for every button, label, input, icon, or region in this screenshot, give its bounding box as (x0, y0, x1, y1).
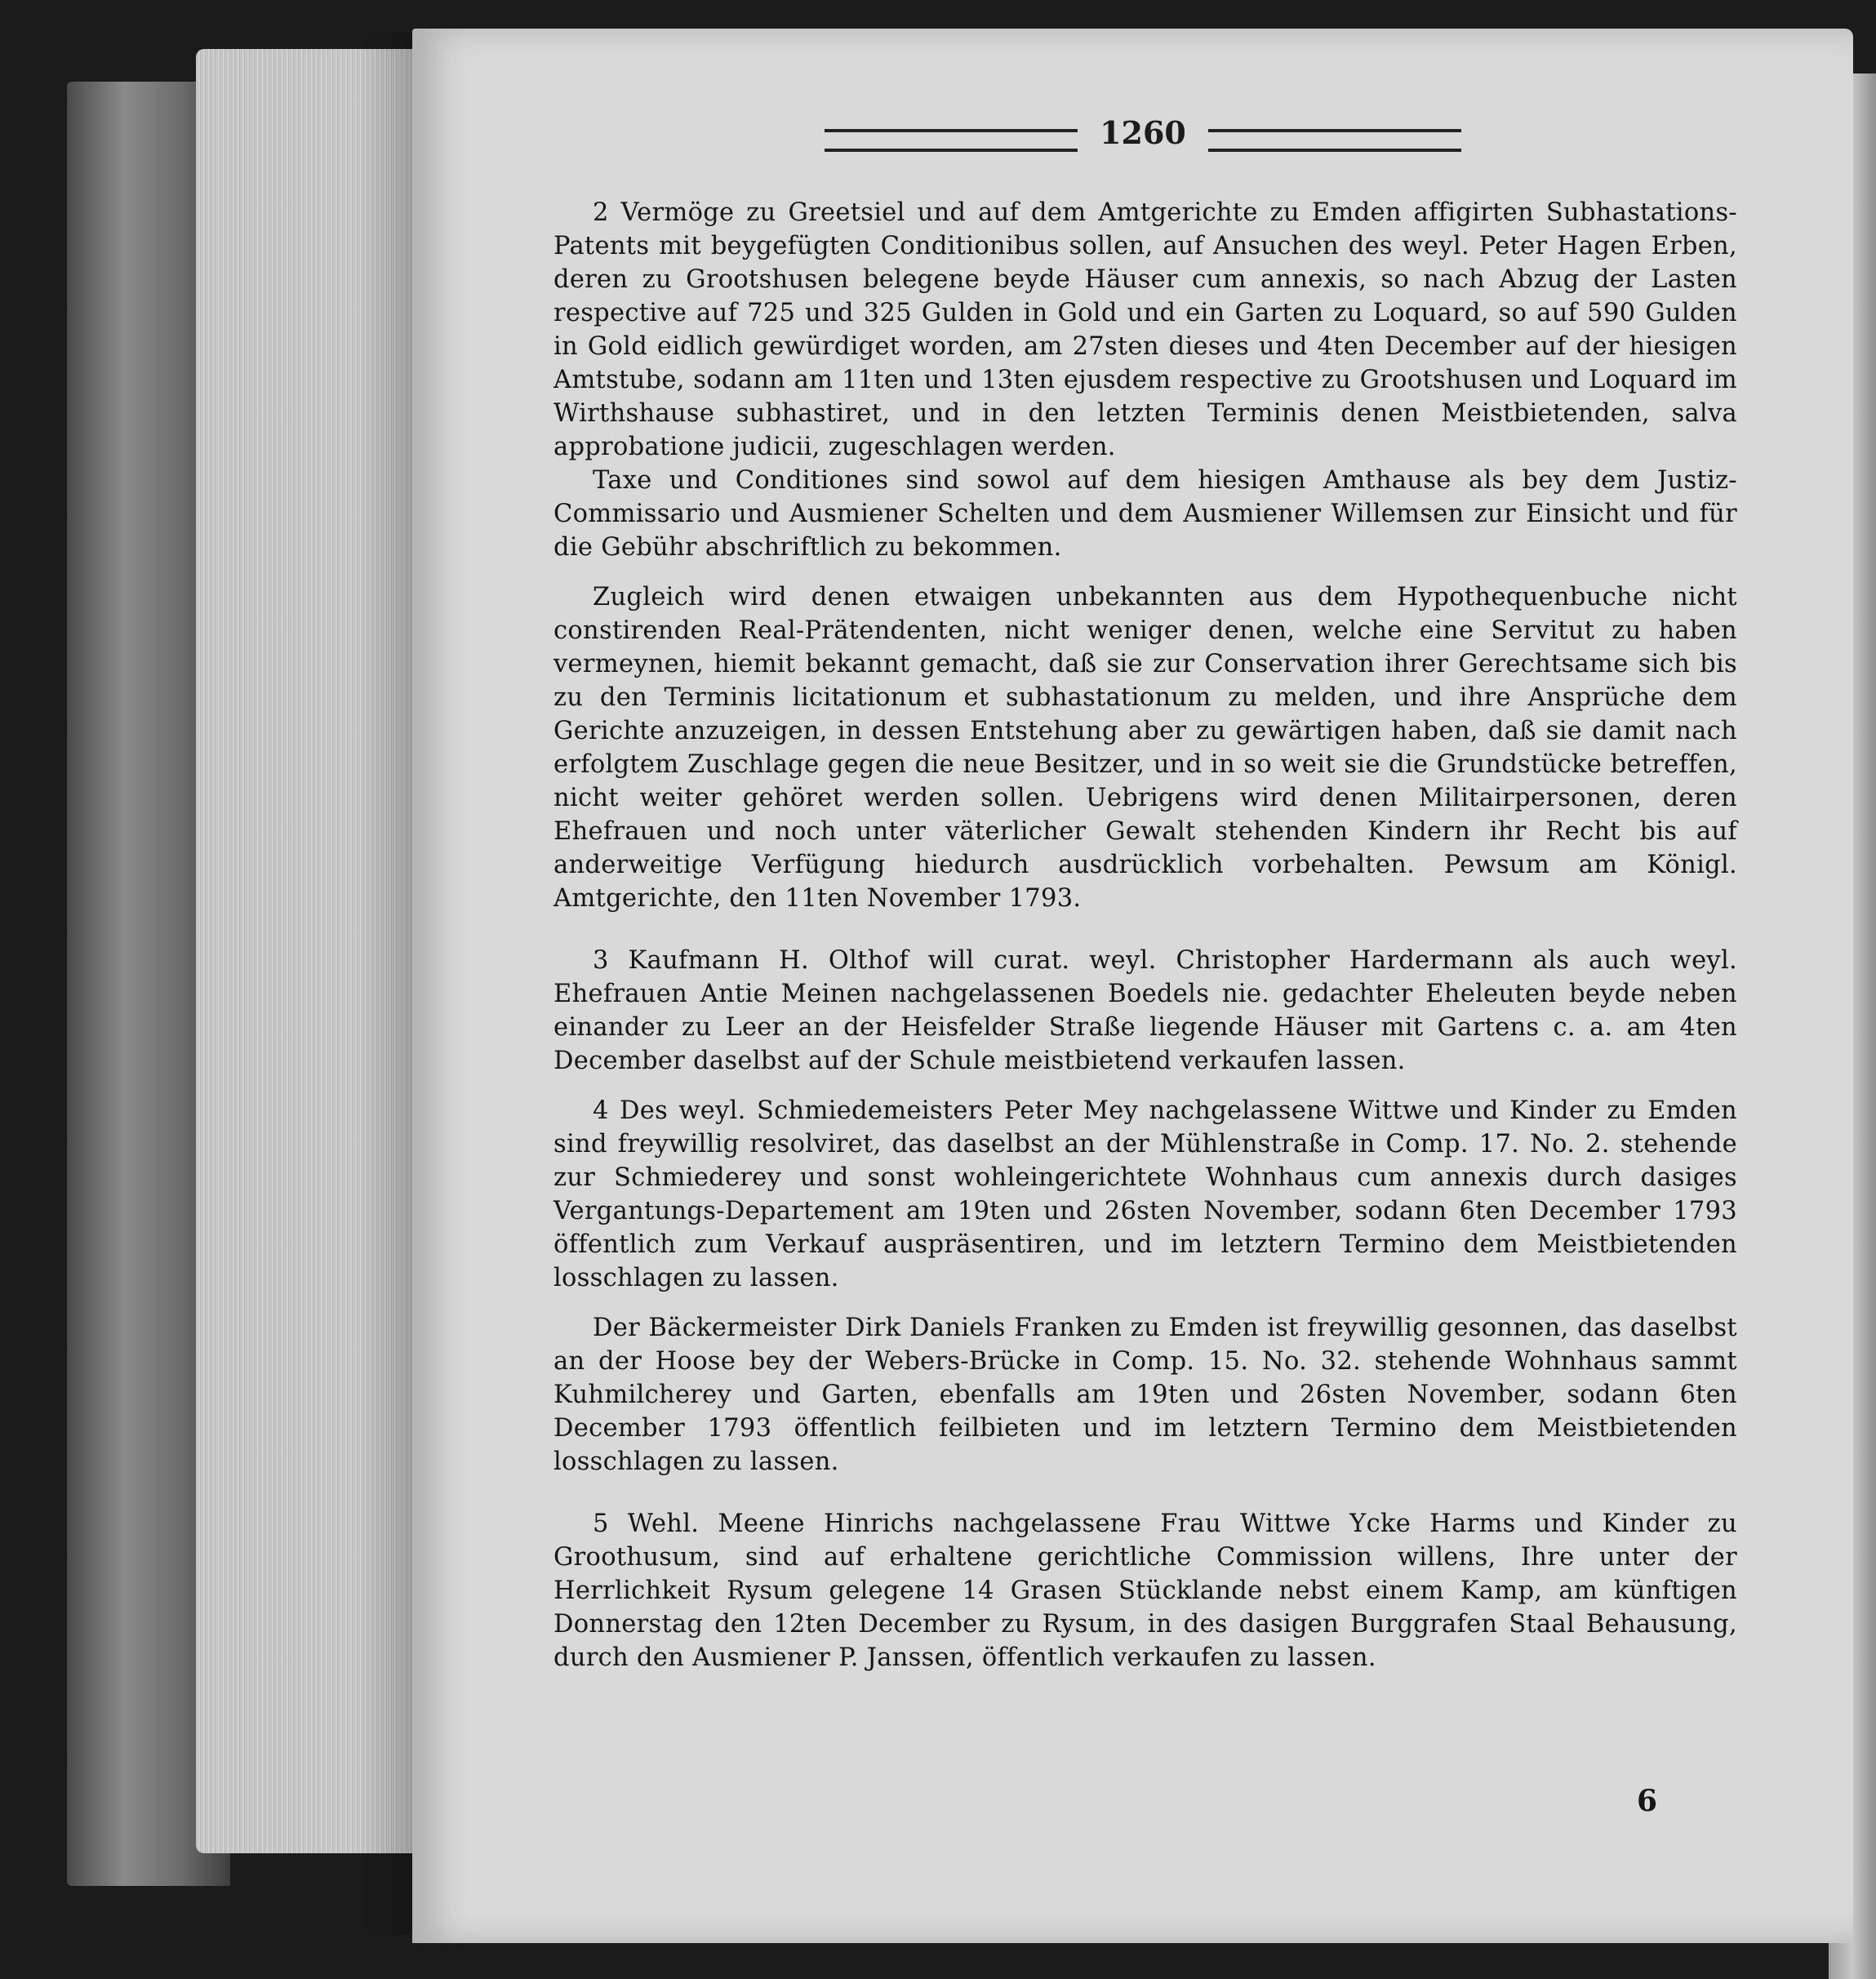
catchword: 6 (1637, 1784, 1658, 1818)
notice-paragraph-4: 4 Des weyl. Schmiedemeisters Peter Mey nachgelassene Wittwe und Kinder zu Emden sind freywillig resolviret, das daselbst an der Mühlenstraße in Comp. 17. No. 2. stehende zur Schmiederey und sonst wohleingerichtete Wohnhaus cum annexis durch dasiges Vergantungs-Departement am 19ten und 26sten November, sodann 6ten December 1793 öffentlich zum Verkauf auspräsentiren, und im letztern Termino dem Meistbietenden losschlagen zu lassen. (553, 1096, 1737, 1292)
notice-paragraph-baeckermeister: Der Bäckermeister Dirk Daniels Franken zu Emden ist freywillig gesonnen, das daselbst an der Hoose bey der Webers-Brücke in Comp. 15. No. 32. stehende Wohnhaus sammt Kuhmilcherey und Garten, ebenfalls am 19ten und 26sten November, sodann 6ten December 1793 öffentlich feilbieten und im letztern Termino dem Meistbietenden losschlagen zu lassen. (553, 1314, 1737, 1476)
header-rule-right (1208, 129, 1461, 152)
notice-paragraph-3: 3 Kaufmann H. Olthof will curat. weyl. Christopher Hardermann als auch weyl. Ehefrauen Antie Meinen nachgelassenen Boedels nie. gedachter Eheleuten beyde neben einander zu Leer an der Heisfelder Straße liegende Häuser mit Gartens c. a. am 4ten December daselbst auf der Schule meistbietend verkaufen lassen. (553, 946, 1737, 1075)
page-body-text (553, 196, 1737, 1674)
notice-paragraph-2: 2 Vermöge zu Greetsiel und auf dem Amtgerichte zu Emden affigirten Subhastations-Patents mit beygefügten Conditionibus sollen, auf Ansuchen des weyl. Peter Hagen Erben, deren zu Grootshusen belegene beyde Häuser cum annexis, so nach Abzug der Lasten respective auf 725 und 325 Gulden in Gold und ein Garten zu Loquard, so auf 590 Gulden in Gold eidlich gewürdiget worden, am 27sten dieses und 4ten December auf der hiesigen Amtstube, sodann am 11ten und 13ten ejusdem respective zu Grootshusen und Loquard im Wirthshause subhastiret, und in den letzten Terminis denen Meistbietenden, salva approbatione judicii, zugeschlagen werden. (553, 198, 1737, 461)
page-number: 1260 (1100, 114, 1186, 151)
page-header (825, 114, 1461, 163)
notice-paragraph-5: 5 Wehl. Meene Hinrichs nachgelassene Frau Wittwe Ycke Harms und Kinder zu Groothusum, sind auf erhaltene gerichtliche Commission willens, Ihre unter der Herrlichkeit Rysum gelegene 14 Grasen Stücklande nebst einem Kamp, am künftigen Donnerstag den 12ten December zu Rysum, in des dasigen Burggrafen Staal Behausung, durch den Ausmiener P. Janssen, öffentlich verkaufen zu lassen. (553, 1510, 1737, 1672)
notice-paragraph-zugleich: Zugleich wird denen etwaigen unbekannten aus dem Hypothequenbuche nicht constirenden Real-Prätendenten, nicht weniger denen, welche eine Servitut zu haben vermeynen, hiemit bekannt gemacht, daß sie zur Conservation ihrer Gerechtsame sich bis zu den Terminis licitationum et subhastationum zu melden, und ihre Ansprüche dem Gerichte anzuzeigen, in dessen Entstehung aber zu gewärtigen haben, daß sie damit nach erfolgtem Zuschlage gegen die neue Besitzer, und in so weit sie die Grundstücke betreffen, nicht weiter gehöret werden sollen. Uebrigens wird denen Militairpersonen, deren Ehefrauen und noch unter väterlicher Gewalt stehenden Kindern ihr Recht bis auf anderweitige Verfügung hiedurch ausdrücklich vorbehalten. Pewsum am Königl. Amtgerichte, den 11ten November 1793. (553, 583, 1737, 913)
notice-paragraph-taxe: Taxe und Conditiones sind sowol auf dem hiesigen Amthause als bey dem Justiz-Commissario und Ausmiener Schelten und dem Ausmiener Willemsen zur Einsicht und für die Gebühr abschriftlich zu bekommen. (553, 466, 1737, 562)
header-rule-left (825, 129, 1078, 152)
